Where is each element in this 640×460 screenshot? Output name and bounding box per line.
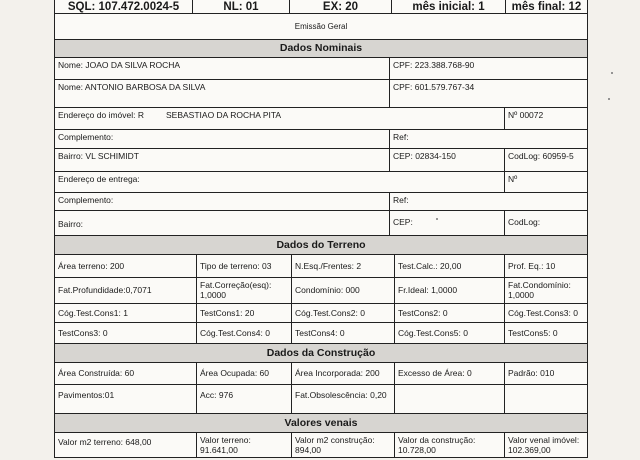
header-row: [55, 0, 587, 14]
emission-row: [55, 14, 587, 40]
delivery-street-code: CodLog:: [508, 217, 541, 227]
test-cons-4: TestCons4: 0: [292, 323, 395, 343]
end-month: mês final: 12: [511, 1, 582, 13]
owner-cpf-2: CPF: 601.579.767-34: [393, 82, 475, 92]
test-cons-3: TestCons3: 0: [55, 323, 197, 343]
ideal-fraction: Fr.Ideal: 1,0000: [395, 278, 505, 303]
construction-m2-value: Valor m2 construção: 894,00: [292, 433, 395, 458]
sql-number: SQL: 107.472.0024-5: [55, 0, 193, 13]
owner-row-1: [55, 58, 587, 80]
building-standard: Padrão: 010: [508, 368, 555, 378]
test-cons-code-5: Cóg.Test.Cons5: 0: [395, 323, 505, 343]
land-row-1: [55, 255, 587, 278]
excess-area: Excesso de Área: 0: [395, 363, 505, 384]
calc-frontage: Test.Calc.: 20,00: [395, 255, 505, 277]
district-row: [55, 149, 587, 172]
owner-name-2: Nome: ANTONIO BARBOSA DA SILVA: [55, 80, 390, 107]
built-area: Área Construída: 60: [55, 363, 197, 384]
owner-cpf-1: CPF: 223.388.768-90: [393, 60, 475, 70]
test-cons-code-2: Cóg.Test.Cons2: 0: [292, 304, 395, 322]
section-title: Dados Nominais: [279, 42, 363, 54]
address-complement: Complemento:: [55, 130, 390, 148]
delivery-address-row: [55, 172, 587, 193]
test-cons-5: TestCons5: 0: [508, 328, 558, 338]
scan-speck: [608, 98, 610, 100]
condominium: Condomínio: 000: [292, 278, 395, 303]
delivery-ref: Ref:: [393, 195, 409, 205]
depth-factor: Fat.Profundidade:0,7071: [55, 278, 197, 303]
building-row-1: [55, 363, 587, 385]
start-month: mês inicial: 1: [392, 0, 506, 13]
section-title: Dados da Construção: [266, 346, 376, 359]
street-code: CodLog: 60959-5: [508, 151, 574, 161]
test-cons-2: TestCons2: 0: [395, 304, 505, 322]
delivery-complement-row: [55, 193, 587, 211]
section-values: [55, 414, 587, 433]
section-nominal: [55, 40, 587, 58]
delivery-district-row: [55, 211, 587, 236]
scan-speck: [436, 218, 438, 220]
building-row-2: [55, 385, 587, 414]
delivery-number: Nº: [508, 174, 518, 184]
empty-cell: [505, 385, 587, 413]
address-label: Endereço do imóvel: R: [58, 110, 144, 120]
acc: Acc: 976: [197, 385, 292, 413]
section-title: Dados do Terreno: [276, 238, 366, 251]
district: Bairro: VL SCHIMIDT: [55, 149, 390, 171]
test-cons-1: TestCons1: 20: [197, 304, 292, 322]
emission-type: Emissão Geral: [294, 21, 348, 31]
correction-factor: Fat.Correção(esq): 1,0000: [197, 278, 292, 303]
street-name: SEBASTIAO DA ROCHA PITA: [166, 110, 282, 120]
property-value: Valor venal imóvel: 102.369,00: [508, 435, 580, 455]
equivalent-depth: Prof. Eq.: 10: [508, 261, 556, 271]
land-m2-value: Valor m2 terreno: 648,00: [55, 433, 197, 458]
delivery-postal-code: CEP:: [390, 211, 505, 235]
section-building: [55, 344, 587, 363]
address-row: [55, 108, 587, 130]
section-land: [55, 236, 587, 255]
delivery-complement: Complemento:: [55, 193, 390, 210]
construction-value: Valor da construção: 10.728,00: [395, 433, 505, 458]
corners-fronts: N.Esq./Frentes: 2: [292, 255, 395, 277]
occupied-area: Área Ocupada: 60: [197, 363, 292, 384]
obsolescence-factor: Fat.Obsolescência: 0,20: [292, 385, 395, 413]
address-number: Nº 00072: [508, 110, 544, 120]
address-ref: Ref:: [393, 132, 409, 142]
test-cons-code-1: Cóg.Test.Cons1: 1: [55, 304, 197, 322]
floors: Pavimentos:01: [55, 385, 197, 413]
condominium-factor: Fat.Condomínio: 1,0000: [508, 280, 571, 300]
section-title: Valores venais: [284, 416, 358, 429]
test-cons-code-3: Cóg.Test.Cons3: 0: [508, 308, 578, 318]
land-area: Área terreno: 200: [55, 255, 197, 277]
property-address: [55, 108, 505, 129]
exercise: EX: 20: [290, 0, 392, 13]
scan-speck: [611, 72, 613, 74]
land-row-2: [55, 278, 587, 304]
nl-number: NL: 01: [193, 0, 290, 13]
iptu-document: [54, 0, 588, 458]
test-cons-code-4: Cóg.Test.Cons4: 0: [197, 323, 292, 343]
owner-row-2: [55, 80, 587, 108]
land-value: Valor terreno: 91.641,00: [197, 433, 292, 458]
owner-name-1: Nome: JOAO DA SILVA ROCHA: [55, 58, 390, 79]
land-type: Tipo de terreno: 03: [197, 255, 292, 277]
complement-row: [55, 130, 587, 149]
empty-cell: [395, 385, 505, 413]
land-row-4: [55, 323, 587, 344]
land-row-3: [55, 304, 587, 323]
postal-code: CEP: 02834-150: [390, 149, 505, 171]
values-row: [55, 433, 587, 458]
delivery-address: Endereço de entrega:: [55, 172, 505, 192]
delivery-district: Bairro:: [55, 211, 390, 235]
incorporated-area: Área Incorporada: 200: [292, 363, 395, 384]
